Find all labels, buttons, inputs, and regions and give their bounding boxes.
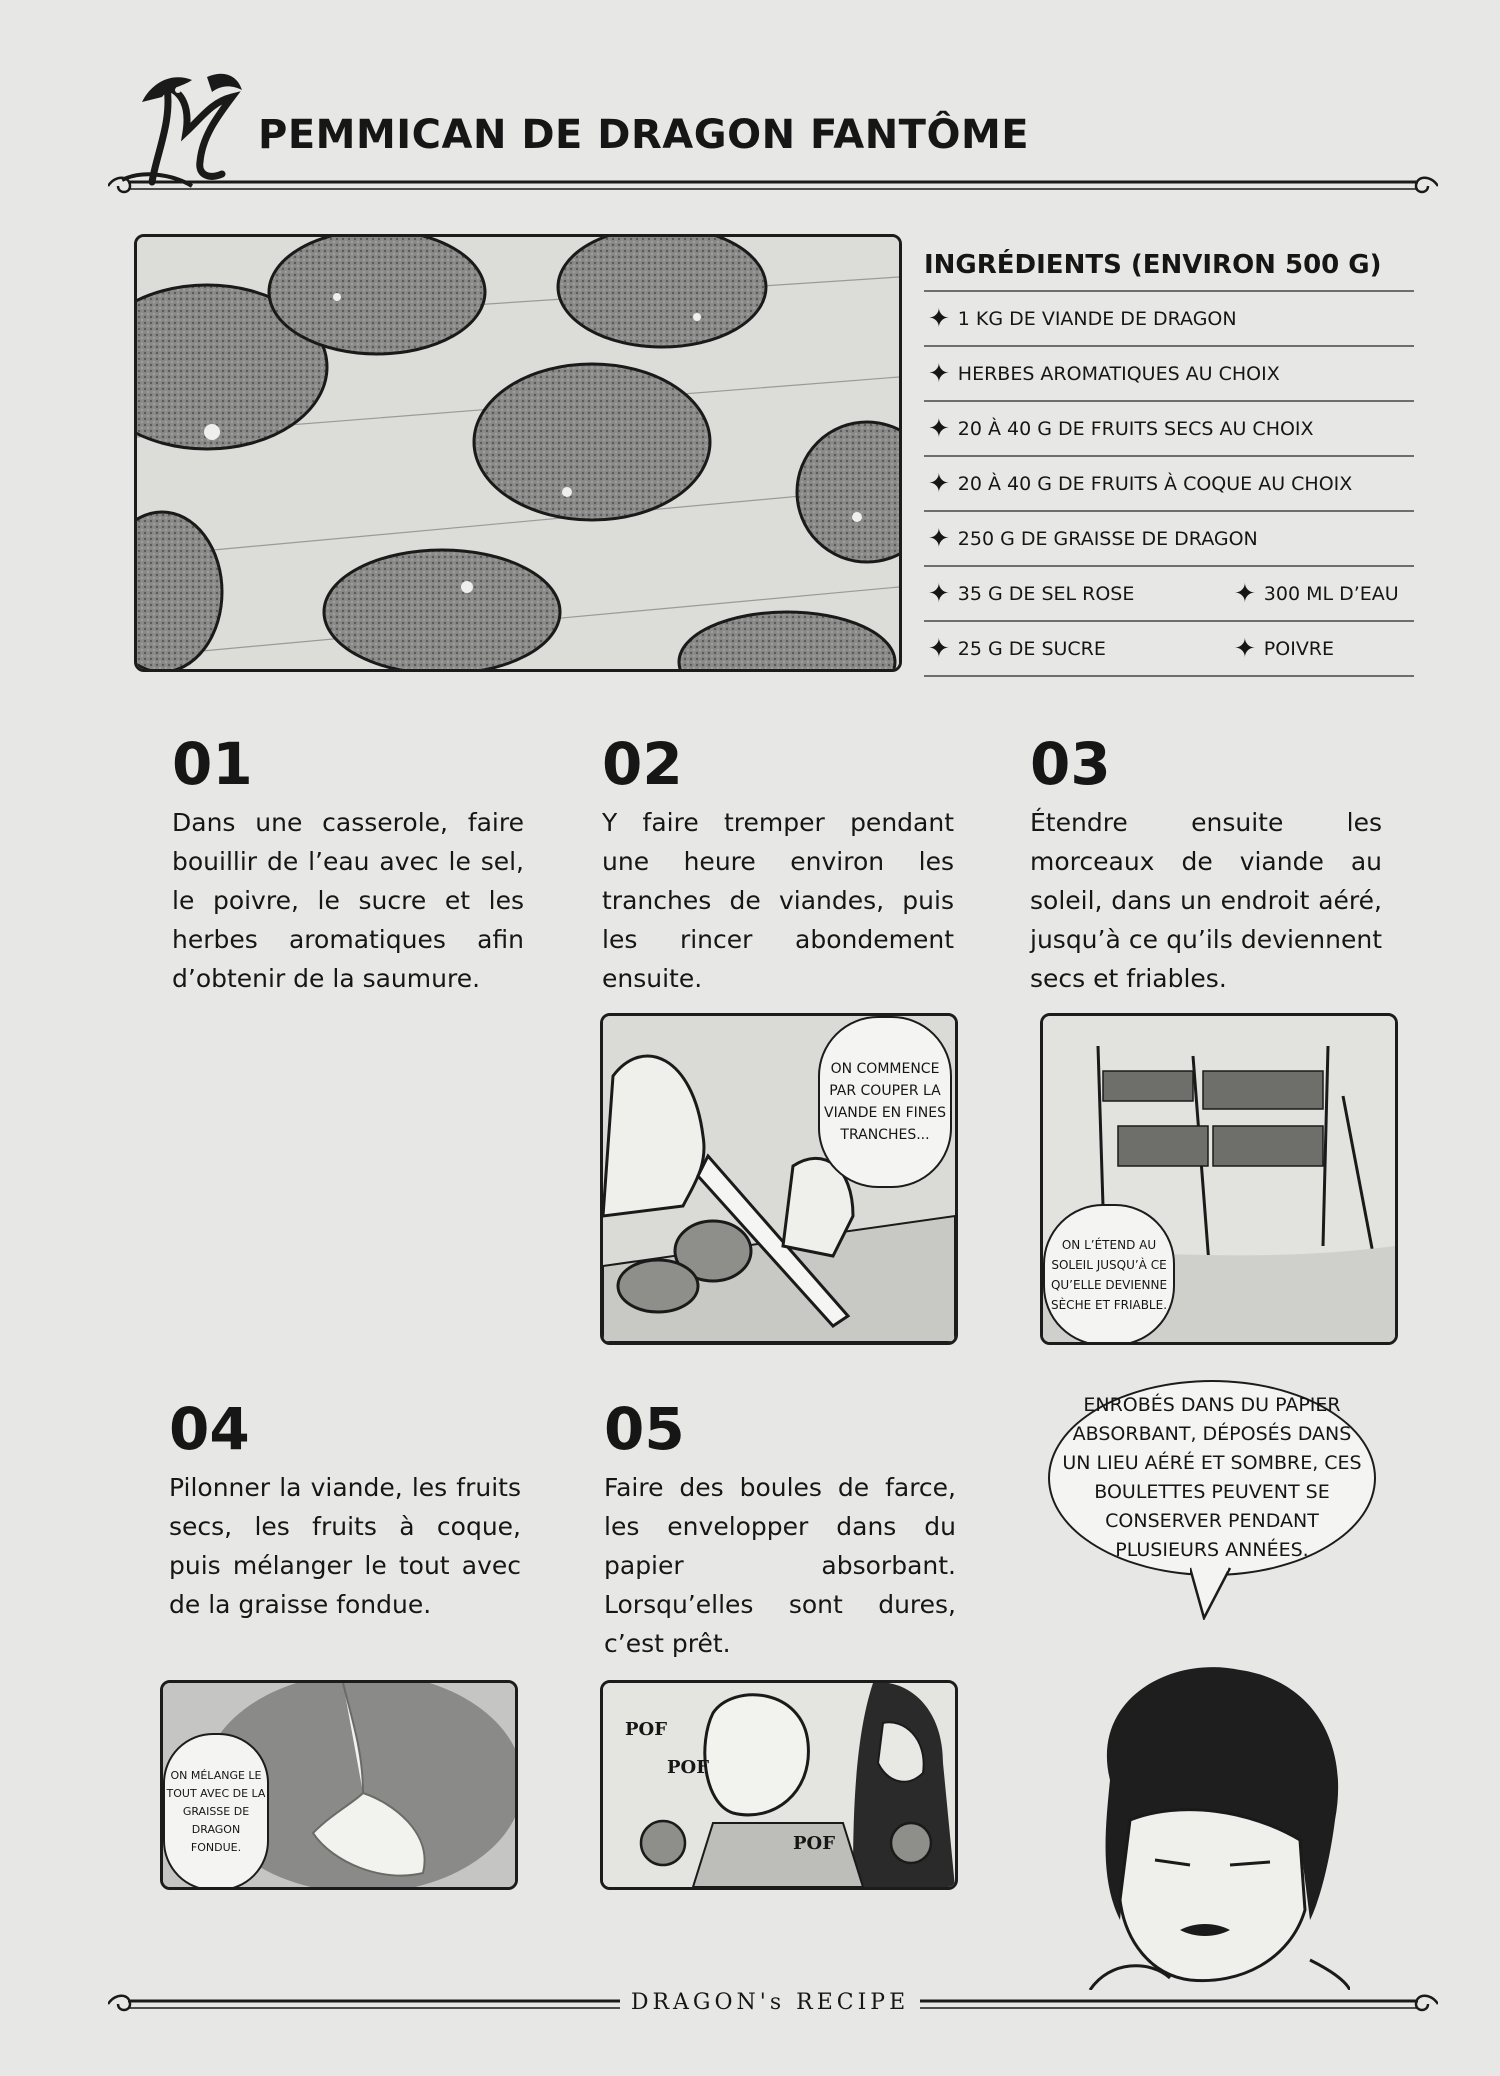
step-text: Y faire tremper pendant une heure environ les tranches de viandes, puis les rincer abondement ensuite.	[602, 808, 954, 993]
step-text: Faire des boules de farce, les envelopper dans du papier absorbant. Lorsqu’elles sont dures, c’est prêt.	[604, 1473, 956, 1658]
step-number: 05	[604, 1395, 685, 1463]
step-text: Étendre ensuite les morceaux de viande au soleil, dans un endroit aéré, jusqu’à ce qu’ils deviennent secs et friables.	[1030, 808, 1382, 993]
sparkle-bullet-icon: ✦	[928, 634, 950, 664]
sparkle-bullet-icon: ✦	[1234, 634, 1256, 664]
speech-balloon: ON MÉLANGE LE TOUT AVEC DE LA GRAISSE DE DRAGON FONDUE.	[163, 1733, 269, 1890]
ingredient-row	[924, 400, 1414, 455]
cutting-meat-illustration	[600, 1013, 958, 1345]
speech-balloon: ON L’ÉTEND AU SOLEIL JUSQU’À CE QU’ELLE DEVIENNE SÈCHE ET FRIABLE.	[1043, 1204, 1175, 1345]
drying-meat-illustration	[1040, 1013, 1398, 1345]
ingredient-label: 25 G DE SUCRE	[957, 638, 1106, 660]
step-number: 02	[602, 730, 683, 798]
footer-label: DRAGON's RECIPE	[620, 1990, 920, 2015]
step-number: 04	[169, 1395, 250, 1463]
step-text: Dans une casserole, faire bouillir de l’eau avec le sel, le poivre, le sucre et les herbes aromatiques afin d’obtenir de la saumure.	[172, 808, 524, 993]
ingredient-row	[924, 510, 1414, 565]
sparkle-bullet-icon: ✦	[928, 304, 950, 334]
ingredient-row	[924, 565, 1414, 620]
step-number: 01	[172, 730, 253, 798]
step-text: Pilonner la viande, les fruits secs, les fruits à coque, puis mélanger le tout avec de la graisse fondue.	[169, 1473, 521, 1619]
pemmican-patties-illustration	[134, 234, 902, 672]
ingredient-label: 250 G DE GRAISSE DE DRAGON	[957, 528, 1258, 550]
speech-balloon-storage: ENROBÉS DANS DU PAPIER ABSORBANT, DÉPOSÉS DANS UN LIEU AÉRÉ ET SOMBRE, CES BOULETTES PEUVENT SE CONSERVER PENDANT PLUSIEURS ANNÉES.	[1048, 1380, 1376, 1576]
ingredient-row	[924, 620, 1414, 677]
ingredient-row	[924, 345, 1414, 400]
ingredients-list	[924, 290, 1414, 677]
sparkle-bullet-icon: ✦	[928, 469, 950, 499]
ingredients-title: INGRÉDIENTS (ENVIRON 500 G)	[924, 250, 1382, 280]
sparkle-bullet-icon: ✦	[928, 524, 950, 554]
sound-effect: POF	[625, 1719, 667, 1740]
ingredient-label: 35 G DE SEL ROSE	[957, 583, 1135, 605]
ingredient-label: 1 KG DE VIANDE DE DRAGON	[957, 308, 1237, 330]
ingredient-row	[924, 290, 1414, 345]
sparkle-bullet-icon: ✦	[928, 414, 950, 444]
sound-effect: POF	[793, 1833, 835, 1854]
ingredient-label: 20 À 40 G DE FRUITS À COQUE AU CHOIX	[957, 473, 1353, 495]
ingredient-label: HERBES AROMATIQUES AU CHOIX	[957, 363, 1280, 385]
mixing-illustration	[160, 1680, 518, 1890]
ingredient-label: 300 ML D’EAU	[1263, 583, 1399, 605]
speech-balloon: ON COMMENCE PAR COUPER LA VIANDE EN FINES TRANCHES...	[818, 1016, 952, 1188]
ingredient-label: 20 À 40 G DE FRUITS SECS AU CHOIX	[957, 418, 1314, 440]
ingredient-row	[924, 455, 1414, 510]
sparkle-bullet-icon: ✦	[928, 579, 950, 609]
ingredient-label: POIVRE	[1263, 638, 1335, 660]
sound-effect: POF	[667, 1757, 709, 1778]
making-balls-illustration	[600, 1680, 958, 1890]
step-number: 03	[1030, 730, 1111, 798]
sparkle-bullet-icon: ✦	[928, 359, 950, 389]
balloon-tail	[1190, 1566, 1240, 1620]
character-portrait	[1050, 1660, 1350, 1990]
sparkle-bullet-icon: ✦	[1234, 579, 1256, 609]
title-underline-ornament	[108, 172, 1438, 202]
page-title: PEMMICAN DE DRAGON FANTÔME	[258, 112, 1030, 158]
